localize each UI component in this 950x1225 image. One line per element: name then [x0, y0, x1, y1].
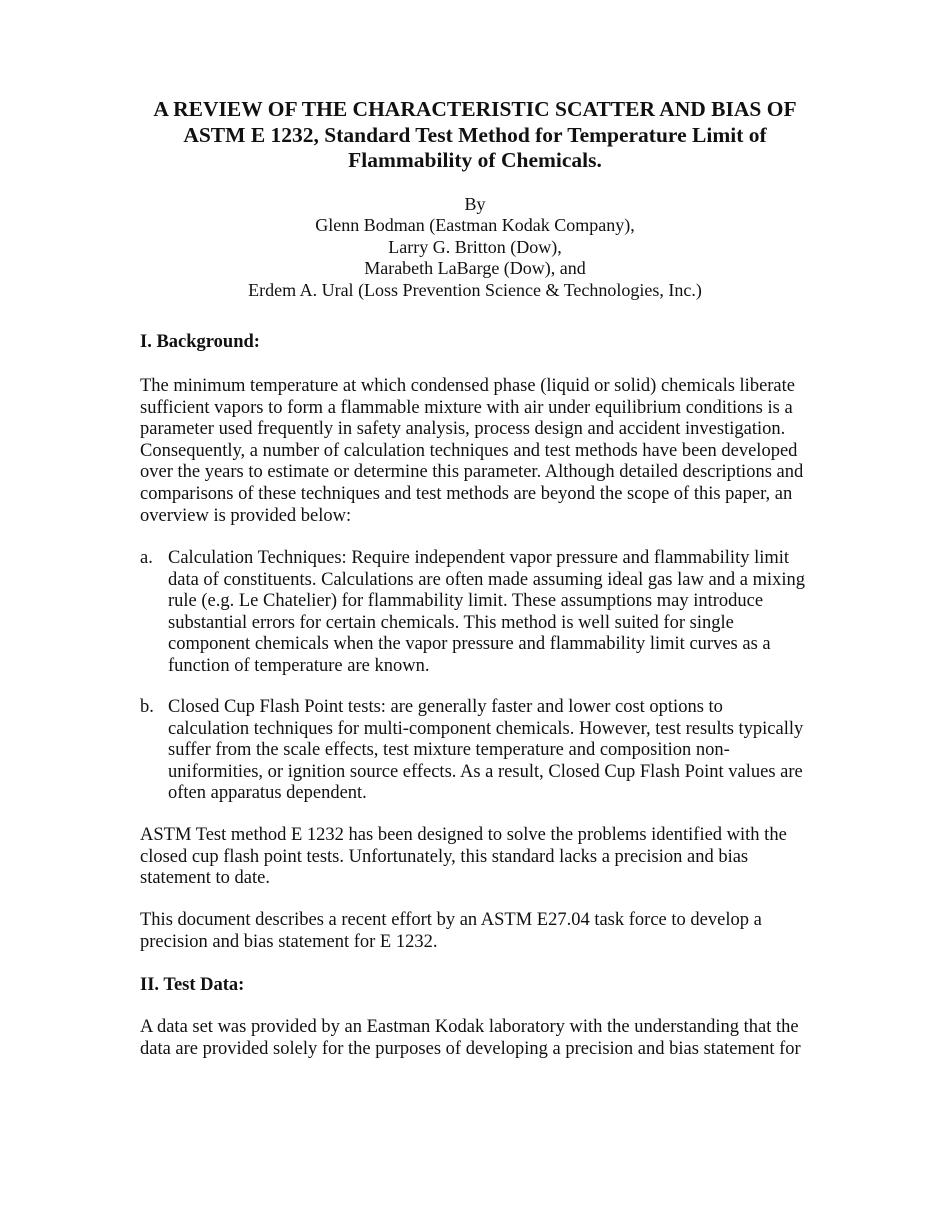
text-line: ASTM Test method E 1232 has been designed to solve the problems identified with the	[140, 825, 787, 845]
text-line: substantial errors for certain chemicals. This method is well suited for single	[168, 612, 734, 633]
text-line: Calculation Techniques: Require independent vapor pressure and flammability limit	[168, 548, 790, 568]
section-heading-test-data: II. Test Data:	[140, 975, 245, 995]
list-item-text	[168, 697, 803, 805]
author-line: Marabeth LaBarge (Dow), and	[364, 258, 586, 279]
title-line: A REVIEW OF THE CHARACTERISTIC SCATTER AND BIAS OF	[153, 97, 797, 121]
text-line: comparisons of these techniques and test methods are beyond the scope of this paper, an	[140, 483, 793, 504]
text-line: parameter used frequently in safety analysis, process design and accident investigation.	[140, 419, 786, 440]
text-line: statement to date.	[140, 868, 270, 889]
background-intro-paragraph	[140, 376, 803, 527]
author-byline	[100, 194, 850, 301]
list-marker: a.	[140, 548, 153, 568]
text-line: suffer from the scale effects, test mixture temperature and composition non-	[168, 740, 730, 761]
title-line: ASTM E 1232, Standard Test Method for Temperature Limit of	[183, 122, 767, 147]
author-line: Erdem A. Ural (Loss Prevention Science & Technologies, Inc.)	[248, 279, 702, 300]
text-line: Consequently, a number of calculation techniques and test methods have been developed	[140, 440, 798, 461]
text-line: overview is provided below:	[140, 505, 352, 526]
text-line: The minimum temperature at which condensed phase (liquid or solid) chemicals liberate	[140, 376, 795, 396]
text-line: function of temperature are known.	[168, 655, 430, 676]
text-line: often apparatus dependent.	[168, 783, 367, 804]
title-line: Flammability of Chemicals.	[348, 148, 602, 172]
list-item-text	[168, 548, 805, 678]
text-line: uniformities, or ignition source effects. As a result, Closed Cup Flash Point values are	[168, 761, 803, 782]
paper-title	[100, 97, 850, 174]
text-line: component chemicals when the vapor pressure and flammability limit curves as a	[168, 634, 771, 655]
astm-method-paragraph	[140, 825, 787, 890]
text-line: Closed Cup Flash Point tests: are generally faster and lower cost options to	[168, 697, 723, 717]
author-line: Glenn Bodman (Eastman Kodak Company),	[315, 215, 635, 236]
text-line: data of constituents. Calculations are often made assuming ideal gas law and a mixing	[168, 569, 806, 590]
text-line: This document describes a recent effort by an ASTM E27.04 task force to develop a	[140, 910, 762, 930]
document-purpose-paragraph	[140, 910, 762, 953]
text-line: precision and bias statement for E 1232.	[140, 931, 438, 952]
text-line: calculation techniques for multi-component chemicals. However, test results typically	[168, 718, 804, 739]
section-heading-background: I. Background:	[140, 332, 260, 352]
text-line: data are provided solely for the purposes of developing a precision and bias statement for	[140, 1038, 801, 1059]
text-line: rule (e.g. Le Chatelier) for flammability limit. These assumptions may introduce	[168, 591, 764, 612]
test-data-paragraph	[140, 1017, 801, 1060]
text-line: sufficient vapors to form a flammable mixture with air under equilibrium conditions is a	[140, 397, 793, 418]
text-line: closed cup flash point tests. Unfortunately, this standard lacks a precision and bias	[140, 846, 749, 867]
text-line: A data set was provided by an Eastman Kodak laboratory with the understanding that the	[140, 1017, 799, 1037]
list-marker: b.	[140, 697, 154, 717]
by-label: By	[464, 194, 486, 214]
text-line: over the years to estimate or determine this parameter. Although detailed descriptions and	[140, 462, 804, 483]
author-line: Larry G. Britton (Dow),	[388, 236, 562, 257]
